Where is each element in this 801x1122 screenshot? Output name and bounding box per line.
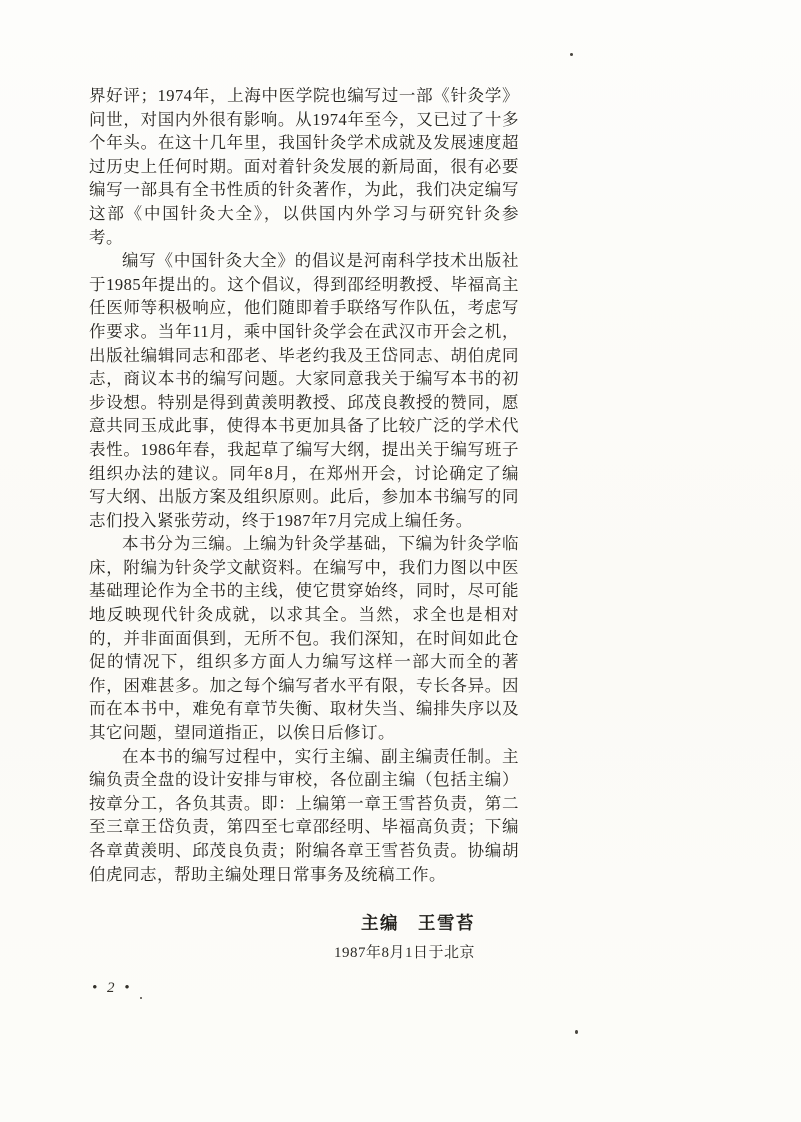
paragraph-2: 编写《中国针灸大全》的倡议是河南科学技术出版社于1985年提出的。这个倡议，得到邵经明教授、毕福高主任医师等积极响应，他们随即着手联络写作队伍，考虑写作要求。当年11月，乘中国针灸学会在武汉市开会之机，出版社编辑同志和邵老、毕老约我及王岱同志、胡伯虎同志，商议本书的编写问题。大家同意我关于编写本书的初步设想。特别是得到黄羡明教授、邱茂良教授的赞同，愿意共同玉成此事，使得本书更加具备了比较广泛的学术代表性。1986年春，我起草了编写大纲，提出关于编写班子组织办法的建议。同年8月，在郑州开会，讨论确定了编写大纲、出版方案及组织原则。此后，参加本书编写的同志们投入紧张劳动，终于1987年7月完成上编任务。 bbox=[89, 251, 519, 530]
paragraph-3: 本书分为三编。上编为针灸学基础，下编为针灸学临床，附编为针灸学文献资料。在编写中，我们力图以中医基础理论作为全书的主线，使它贯穿始终，同时，尽可能地反映现代针灸成就，以求其全。当然，求全也是相对的，并非面面俱到，无所不包。我们深知，在时间如此仓促的情况下，组织多方面人力编写这样一部大而全的著作，困难甚多。加之每个编写者水平有限，专长各异。因而在本书中，难免有章节失衡、取材失当、编排失序以及其它问题，望同道指正，以俟日后修订。 bbox=[89, 534, 519, 743]
scan-speck bbox=[140, 997, 142, 999]
signature-date-line: 1987年8月1日于北京 bbox=[333, 944, 475, 961]
paragraph-4: 在本书的编写过程中，实行主编、副主编责任制。主编负责全盘的设计安排与审校，各位副主编（包括主编）按章分工，各负其责。即：上编第一章王雪苔负责，第二至三章王岱负责，第四至七章邵经明、毕福高负责；下编各章黄羡明、邱茂良负责；附编各章王雪苔负责。协编胡伯虎同志，帮助主编处理日常事务及统稿工作。 bbox=[89, 746, 519, 884]
paragraph-1: 界好评；1974年，上海中医学院也编写过一部《针灸学》问世，对国内外很有影响。从1974年至今，又已过了十多个年头。在这十几年里，我国针灸学术成就及发展速度超过历史上任何时期。面对着针灸发展的新局面，很有必要编写一部具有全书性质的针灸著作，为此，我们决定编写这部《中国针灸大全》，以供国内外学习与研究针灸参考。 bbox=[89, 86, 519, 247]
chief-editor-line: 主编 王雪苔 bbox=[361, 913, 475, 934]
preface-body bbox=[89, 84, 519, 965]
scan-speck bbox=[570, 53, 573, 56]
scan-speck bbox=[575, 1030, 578, 1034]
signature-block bbox=[89, 912, 519, 965]
page-number: • 2 • bbox=[92, 980, 133, 996]
